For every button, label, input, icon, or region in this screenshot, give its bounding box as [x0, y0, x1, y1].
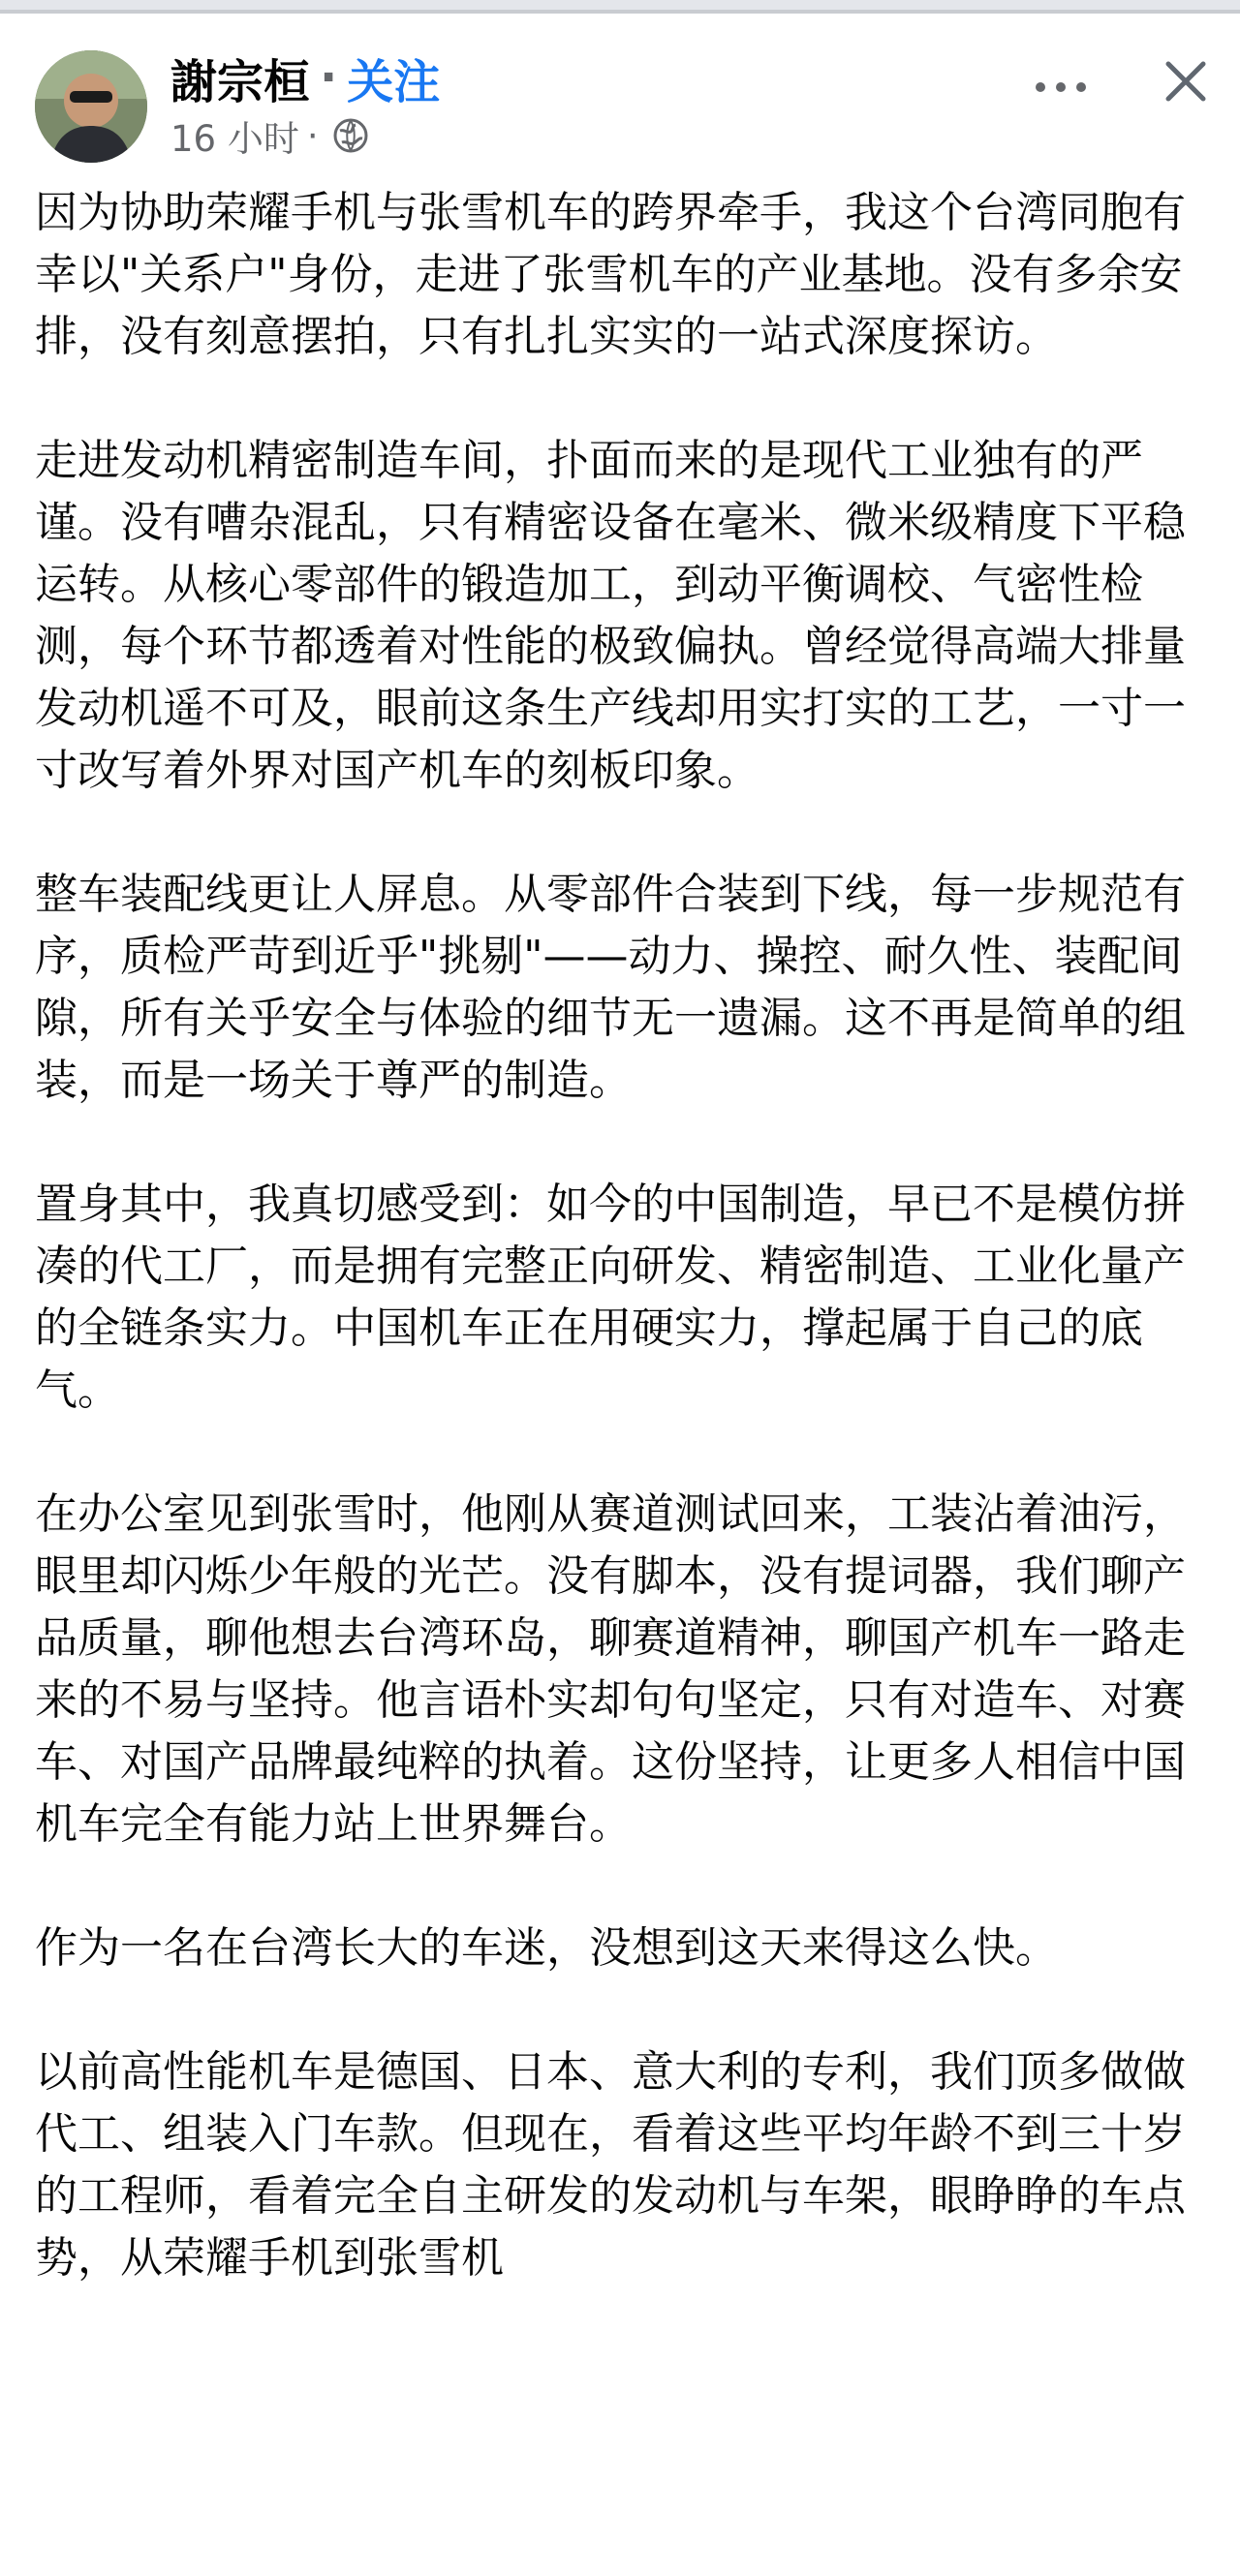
- avatar[interactable]: [35, 50, 147, 163]
- meta-separator: ·: [306, 114, 319, 157]
- post-meta: [170, 112, 369, 159]
- post-paragraph: 因为协助荣耀手机与张雪机车的跨界牵手，我这个台湾同胞有幸以"关系户"身份，走进了张雪机车的产业基地。没有多余安排，没有刻意摆拍，只有扎扎实实的一站式深度探访。: [35, 188, 1186, 361]
- post-paragraph: 在办公室见到张雪时，他刚从赛道测试回来，工装沾着油污，眼里却闪烁少年般的光芒。没有脚本，没有提词器，我们聊产品质量，聊他想去台湾环岛，聊赛道精神，聊国产机车一路走来的不易与坚持。他言语朴实却句句坚定，只有对造车、对赛车、对国产品牌最纯粹的执着。这份坚持，让更多人相信中国机车完全有能力站上世界舞台。: [35, 1489, 1186, 1849]
- timestamp[interactable]: 16 小时: [170, 118, 299, 160]
- name-separator: ·: [320, 50, 338, 105]
- more-icon[interactable]: [1027, 68, 1095, 107]
- follow-button[interactable]: 关注: [347, 54, 441, 109]
- post-paragraph: 置身其中，我真切感受到：如今的中国制造，早已不是模仿拼凑的代工厂，而是拥有完整正向研发、精密制造、工业化量产的全链条实力。中国机车正在用硬实力，撑起属于自己的底气。: [35, 1180, 1186, 1415]
- post-body: [35, 182, 1205, 2351]
- author-line: [170, 46, 440, 108]
- post-paragraph: 作为一名在台湾长大的车迷，没想到这天来得这么快。: [35, 1923, 1058, 1973]
- post-header: [0, 39, 1240, 174]
- post-paragraph: 整车装配线更让人屏息。从零部件合装到下线，每一步规范有序，质检严苛到近乎"挑剔"——动力、操控、耐久性、装配间隙，所有关乎安全与体验的细节无一遗漏。这不再是简单的组装，而是一场关于尊严的制造。: [35, 870, 1186, 1105]
- globe-icon[interactable]: [332, 117, 369, 154]
- author-name[interactable]: 謝宗桓: [170, 54, 311, 109]
- post-paragraph: 走进发动机精密制造车间，扑面而来的是现代工业独有的严谨。没有嘈杂混乱，只有精密设备在毫米、微米级精度下平稳运转。从核心零部件的锻造加工，到动平衡调校、气密性检测，每个环节都透着对性能的极致偏执。曾经觉得高端大排量发动机遥不可及，眼前这条生产线却用实打实的工艺，一寸一寸改写着外界对国产机车的刻板印象。: [35, 436, 1186, 795]
- post-paragraph: 以前高性能机车是德国、日本、意大利的专利，我们顶多做做代工、组装入门车款。但现在，看着这些平均年龄不到三十岁的工程师，看着完全自主研发的发动机与车架，眼睁睁的车点势，从荣耀手机到张雪机: [35, 2047, 1186, 2283]
- avatar-photo: [35, 50, 147, 163]
- top-divider: [0, 0, 1240, 14]
- close-icon[interactable]: [1159, 54, 1213, 108]
